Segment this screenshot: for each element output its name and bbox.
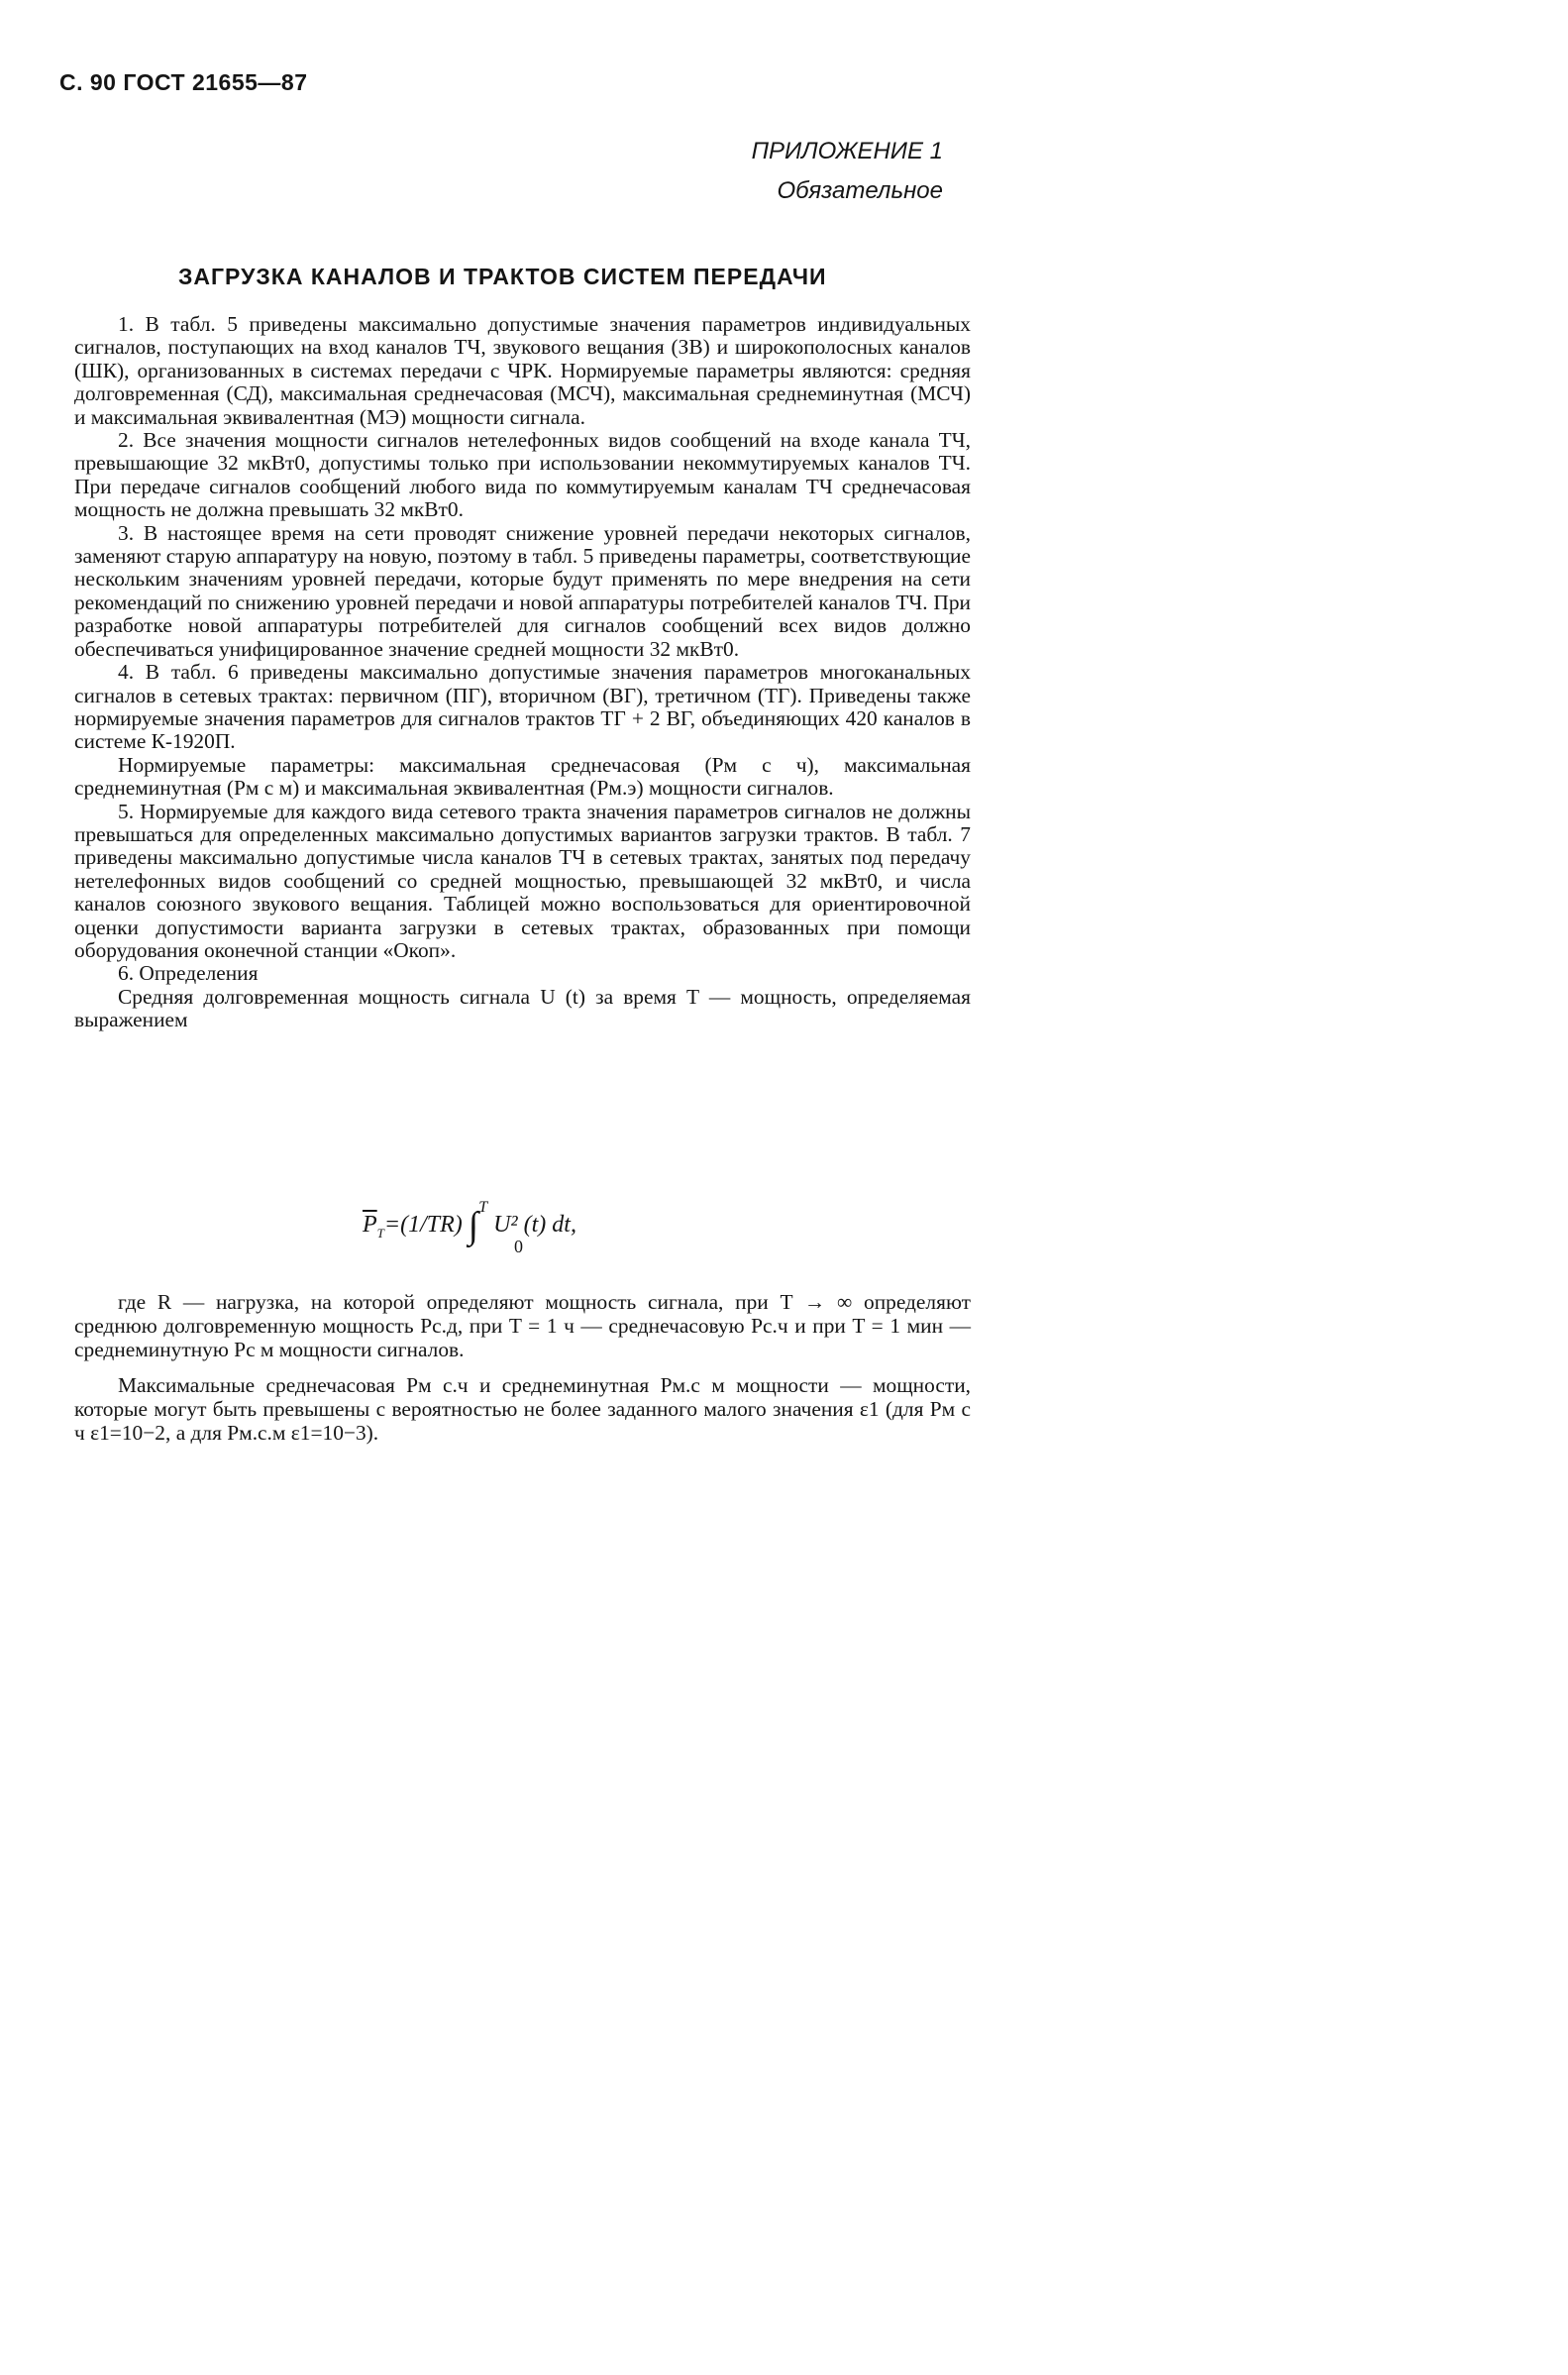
formula-integrand: U² (t) dt, — [493, 1212, 576, 1238]
section-title: ЗАГРУЗКА КАНАЛОВ И ТРАКТОВ СИСТЕМ ПЕРЕДАЧИ — [178, 264, 827, 289]
formula-explanation: где R — нагрузка, на которой определяют мощность сигнала, при T → ∞ определяют среднюю долговременную мощность Pс.д, при T = 1 ч — среднечасовую Pс.ч и при T = 1 мин — среднеминутную Pс м мощности сигналов. — [74, 1290, 971, 1361]
paragraph-4-params: Нормируемые параметры: максимальная среднечасовая (Pм с ч), максимальная среднеминутная (Pм с м) и максимальная эквивалентная (Pм.э) мощности сигналов. — [74, 752, 971, 801]
document-page — [0, 0, 1017, 1569]
body-text-max-power — [74, 1373, 971, 1445]
annex-label-block — [646, 132, 943, 211]
paragraph-5: 5. Нормируемые для каждого вида сетевого тракта значения параметров сигналов не должны превышаться для определенных максимально допустимых вариантов загрузки трактов. В табл. 7 приведены максимально допустимые числа каналов ТЧ в сетевых трактах, занятых под передачу нетелефонных видов сообщений со средней мощностью, превышающей 32 мкВт0, и числа каналов союзного звукового вещания. Таблицей можно воспользоваться для ориентировочной оценки допустимости варианта загрузки в сетевых трактах, образованных при помощи оборудования оконечной станции «Окоп». — [74, 799, 971, 962]
body-text-after-formula — [74, 1290, 971, 1361]
max-power-definition: Максимальные среднечасовая Pм с.ч и среднеминутная Pм.с м мощности — мощности, которые могут быть превышены с вероятностью не более заданного малого значения ε1 (для Pм с ч ε1=10−2, а для Pм.с.м ε1=10−3). — [74, 1373, 971, 1445]
formula-lower-limit: 0 — [514, 1237, 523, 1256]
integral-sign: ∫ — [468, 1205, 479, 1246]
formula-lhs: $\overline{P}$ — [363, 1212, 377, 1238]
paragraph-4: 4. В табл. 6 приведены максимально допустимые значения параметров многоканальных сигналов в сетевых трактах: первичном (ПГ), вторичном (ВГ), третичном (ТГ). Приведены также нормируемые значения параметров для сигналов трактов ТГ + 2 ВГ, объединяющих 420 каналов в системе К-1920П. — [74, 660, 971, 754]
paragraph-3: 3. В настоящее время на сети проводят снижение уровней передачи некоторых сигналов, заменяют старую аппаратуру на новую, поэтому в табл. 5 приведены параметры, соответствующие нескольким значениям уровней передачи, которые будут применять по мере внедрения на сети рекомендаций по снижению уровней передачи и новой аппаратуры потребителей каналов ТЧ. При разработке новой аппаратуры потребителей для сигналов сообщений всех видов должно обеспечиваться унифицированное значение средней мощности 32 мкВт0. — [74, 520, 971, 661]
formula-lhs-sub: T — [376, 1225, 384, 1241]
annex-status: Обязательное — [777, 177, 943, 204]
formula-mid: =(1/TR) — [383, 1212, 463, 1238]
page-header: С. 90 ГОСТ 21655—87 — [59, 69, 308, 95]
body-text — [74, 313, 971, 1032]
paragraph-2: 2. Все значения мощности сигналов нетелефонных видов сообщений на входе канала ТЧ, превышающие 32 мкВт0, допустимы только при использовании некоммутируемых каналов ТЧ. При передаче сигналов сообщений любого вида по коммутируемым каналам ТЧ среднечасовая мощность не должна превышать 32 мкВт0. — [74, 428, 971, 522]
paragraph-6-definition: Средняя долговременная мощность сигнала U (t) за время T — мощность, определяемая выражением — [74, 984, 971, 1032]
paragraph-1: 1. В табл. 5 приведены максимально допустимые значения параметров индивидуальных сигналов, поступающих на вход каналов ТЧ, звукового вещания (ЗВ) и широкополосных каналов (ШК), организованных в системах передачи с ЧРК. Нормируемые параметры являются: средняя долговременная (СД), максимальная среднечасовая (МСЧ), максимальная среднеминутная (МСЧ) и максимальная эквивалентная (МЭ) мощности сигнала. — [74, 312, 971, 429]
paragraph-6-heading: 6. Определения — [118, 961, 259, 986]
annex-number: ПРИЛОЖЕНИЕ 1 — [751, 138, 943, 164]
formula-upper-limit: T — [478, 1199, 488, 1216]
power-formula — [363, 1199, 719, 1256]
